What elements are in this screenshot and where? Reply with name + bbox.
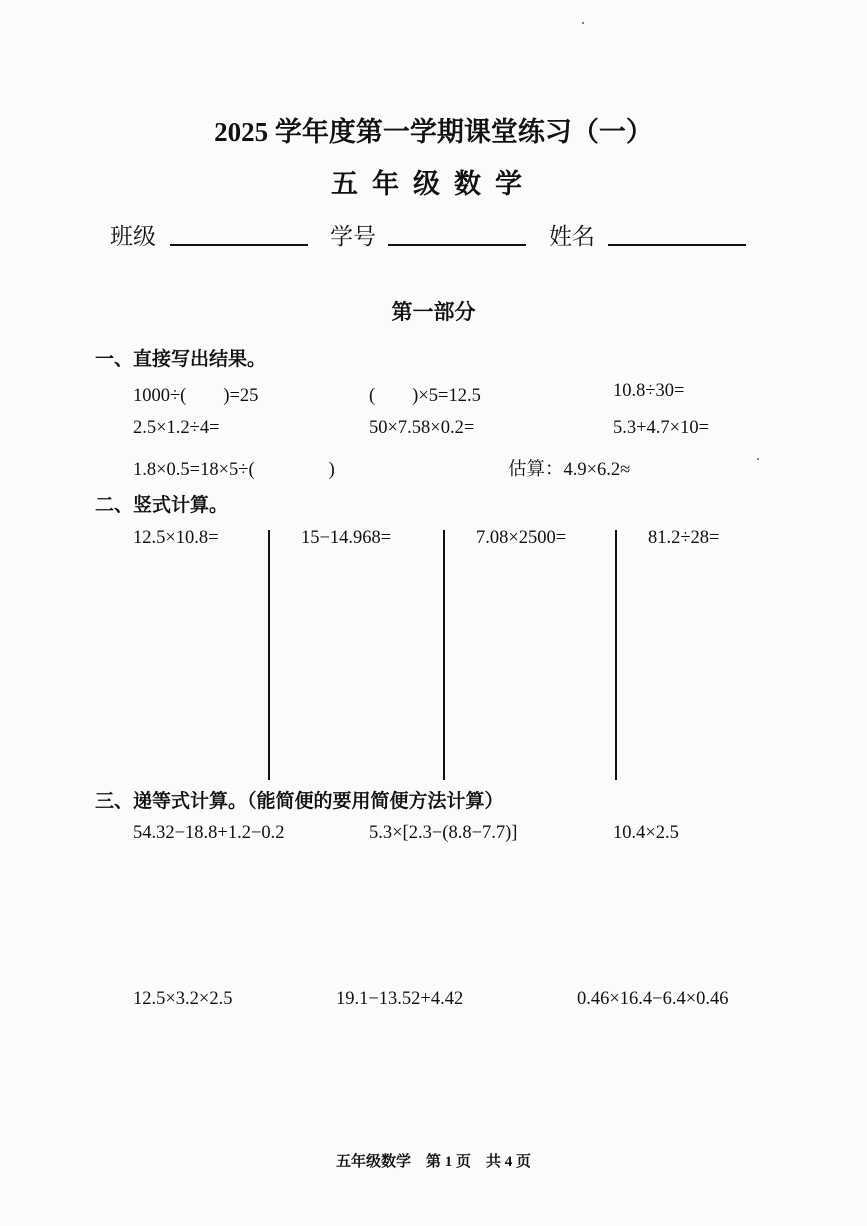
vertical-calc-item: 15−14.968= xyxy=(301,528,392,548)
scan-speck xyxy=(582,22,584,24)
direct-calc-item: 2.5×1.2÷4= xyxy=(133,418,220,438)
direct-calc-item: 50×7.58×0.2= xyxy=(369,418,475,438)
page-footer: 五年级数学 第 1 页 共 4 页 xyxy=(335,1154,531,1170)
student-number-field[interactable] xyxy=(388,244,526,246)
vertical-calc-item: 12.5×10.8= xyxy=(133,528,219,548)
name-label: 姓名 xyxy=(549,224,595,249)
student-number-label: 学号 xyxy=(330,224,376,249)
class-field[interactable] xyxy=(170,244,308,246)
direct-calc-item: 1.8×0.5=18×5÷( ) xyxy=(133,460,335,480)
section1-heading: 一、直接写出结果。 xyxy=(95,349,267,370)
step-calc-item: 0.46×16.4−6.4×0.46 xyxy=(577,989,729,1009)
name-field[interactable] xyxy=(608,244,746,246)
direct-calc-item: 5.3+4.7×10= xyxy=(613,418,710,438)
step-calc-item: 54.32−18.8+1.2−0.2 xyxy=(133,823,285,843)
direct-calc-item: 1000÷( )=25 xyxy=(133,386,259,406)
step-calc-item: 19.1−13.52+4.42 xyxy=(336,989,464,1009)
section2-heading: 二、竖式计算。 xyxy=(95,495,229,516)
page-title: 2025 学年度第一学期课堂练习（一） xyxy=(214,117,653,147)
step-calc-item: 5.3×[2.3−(8.8−7.7)] xyxy=(369,823,518,843)
direct-calc-item: 估算：4.9×6.2≈ xyxy=(508,460,631,480)
step-calc-item: 10.4×2.5 xyxy=(613,823,679,843)
step-calc-item: 12.5×3.2×2.5 xyxy=(133,989,233,1009)
direct-calc-item: ( )×5=12.5 xyxy=(369,386,481,406)
column-divider xyxy=(615,530,617,780)
scan-speck xyxy=(757,458,759,460)
class-label: 班级 xyxy=(110,224,156,249)
direct-calc-item: 10.8÷30= xyxy=(613,381,685,401)
part-title: 第一部分 xyxy=(391,300,476,324)
page-subtitle: 五年级数学 xyxy=(331,169,536,199)
section3-heading: 三、递等式计算。（能简便的要用简便方法计算） xyxy=(95,791,504,812)
column-divider xyxy=(268,530,270,780)
column-divider xyxy=(443,530,445,780)
vertical-calc-item: 7.08×2500= xyxy=(476,528,567,548)
vertical-calc-item: 81.2÷28= xyxy=(648,528,720,548)
